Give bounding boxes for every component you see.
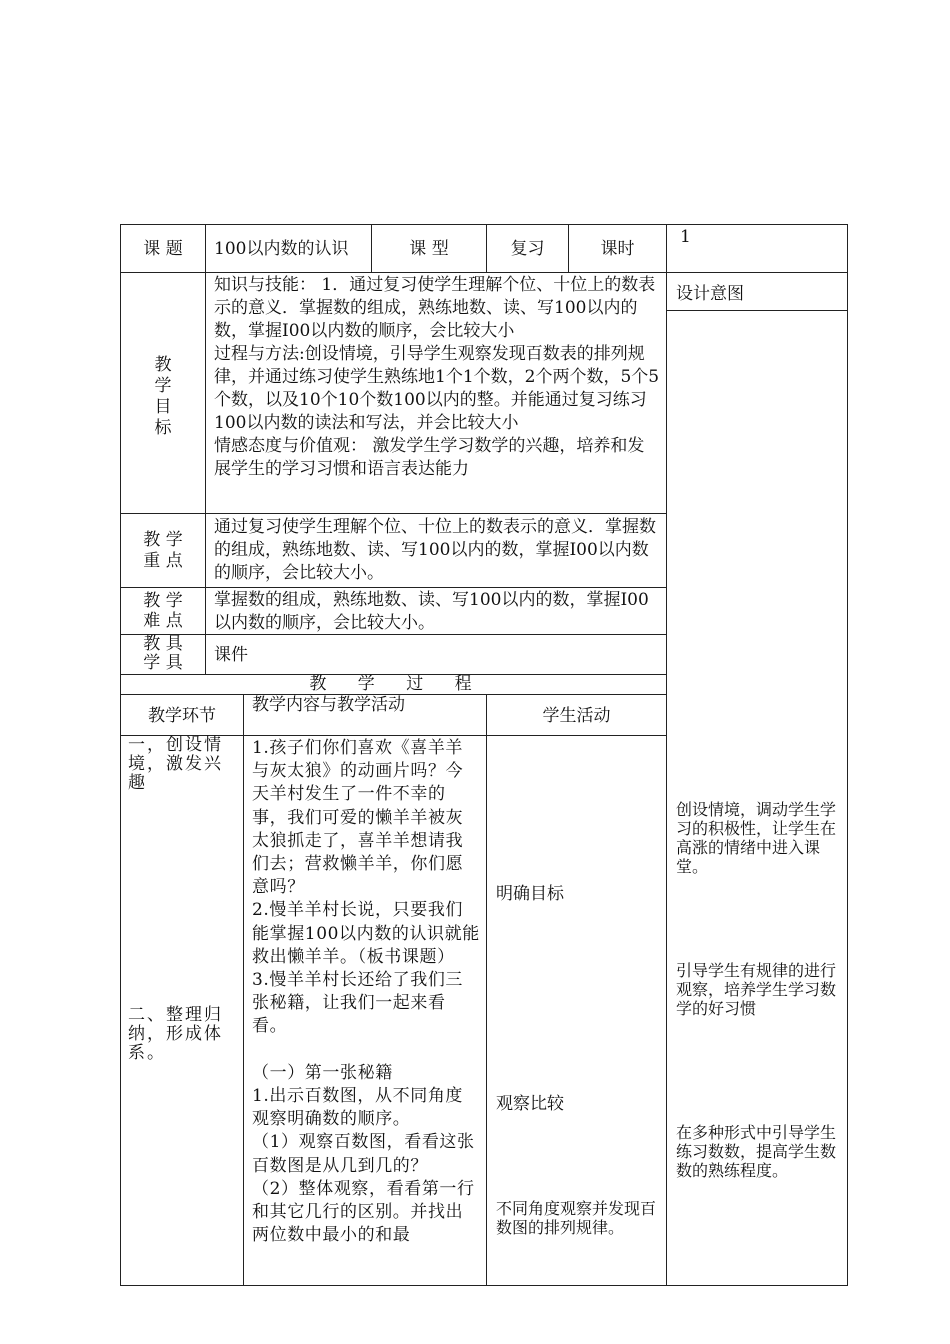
objectives-label: 教 学 目 标: [154, 355, 172, 438]
design-note-1: 创设情境，调动学生学习的积极性，让学生在高涨的情绪中进入课堂。: [676, 800, 837, 876]
table-border-bottom: [120, 1285, 848, 1286]
col-line: [243, 694, 244, 1286]
student-activity-1: 明确目标: [496, 884, 564, 904]
key-points-label: 教 学 重 点: [143, 530, 183, 571]
tools-label: 教 具 学 具: [143, 634, 183, 673]
row-line: [666, 310, 848, 311]
type-label: 课 型: [409, 239, 449, 259]
hours-label: 课时: [600, 239, 635, 259]
col-header-content: 教学内容与教学活动: [252, 695, 405, 715]
design-intent-label: 设计意图: [676, 284, 744, 304]
row-line: [120, 587, 667, 588]
row-line: [120, 272, 848, 273]
topic-label: 课 题: [143, 239, 183, 259]
table-border-top: [120, 224, 848, 225]
design-note-3: 在多种形式中引导学生练习数数，提高学生数数的熟练程度。: [676, 1123, 837, 1180]
process-title: 教 学 过 程: [309, 674, 478, 694]
content-text: 1.孩子们你们喜欢《喜羊羊与灰太狼》的动画片吗？今天羊村发生了一件不幸的事，我们可爱的懒羊羊被灰太狼抓走了，喜羊羊想请我们去；营救懒羊羊，你们愿意吗？ 2.慢羊羊村长说，只要我们能掌握100以内数的认识就能救出懒羊羊。（板书课题） 3.慢羊羊村长还给了我们三张秘籍，让我们一起来看看。 （一）第一张秘籍 1.出示百数图，从不同角度观察明确数的顺序。 （1）观察百数图，看看这张百数图是从几到几的？ （2）整体观察，看看第一行和其它几行的区别。并找出两位数中最小的和最: [252, 738, 480, 1246]
col-line: [666, 224, 667, 1286]
student-activity-2: 观察比较: [496, 1094, 564, 1114]
student-activity-3: 不同角度观察并发现百数图的排列规律。: [496, 1199, 657, 1237]
topic-value: 100以内数的认识: [214, 239, 349, 259]
col-header-student: 学生活动: [542, 706, 611, 726]
stage-1: 一，创设情境，激发兴趣: [128, 735, 223, 793]
difficulties-label: 教 学 难 点: [143, 591, 183, 631]
type-value: 复习: [510, 239, 545, 259]
difficulties-text: 掌握数的组成，熟练地数、读、写100以内的数，掌握I00以内数的顺序，会比较大小。: [214, 590, 649, 633]
hours-value: 1: [680, 227, 691, 247]
design-note-2: 引导学生有规律的进行观察，培养学生学习数学的好习惯: [676, 961, 837, 1018]
row-line: [120, 513, 667, 514]
objectives-text: 知识与技能： 1．通过复习使学生理解个位、十位上的数表示的意义．掌握数的组成，熟练地数、读、写100以内的数，掌握I00以内数的顺序，会比较大小 过程与方法:创设情境，引导学生观察发现百数表的排列规律，并通过练习使学生熟练地1个1个数，2个两个数，5个5个数，以及10个10个数100以内的整。并能通过复习练习100以内数的读法和写法，并会比较大小 情感态度与价值观： 激发学生学习数学的兴趣，培养和发展学生的学习习惯和语言表达能力: [214, 275, 660, 479]
col-header-stage: 教学环节: [148, 706, 216, 726]
col-line: [486, 694, 487, 1286]
stage-2: 二、整理归纳，形成体系。: [128, 1005, 223, 1063]
table-border-right: [847, 224, 848, 1286]
col-line: [205, 224, 206, 675]
tools-text: 课件: [214, 645, 248, 665]
key-points-text: 通过复习使学生理解个位、十位上的数表示的意义．掌握数的组成，熟练地数、读、写100以内的数，掌握I00以内数的顺序，会比较大小。: [214, 517, 656, 583]
